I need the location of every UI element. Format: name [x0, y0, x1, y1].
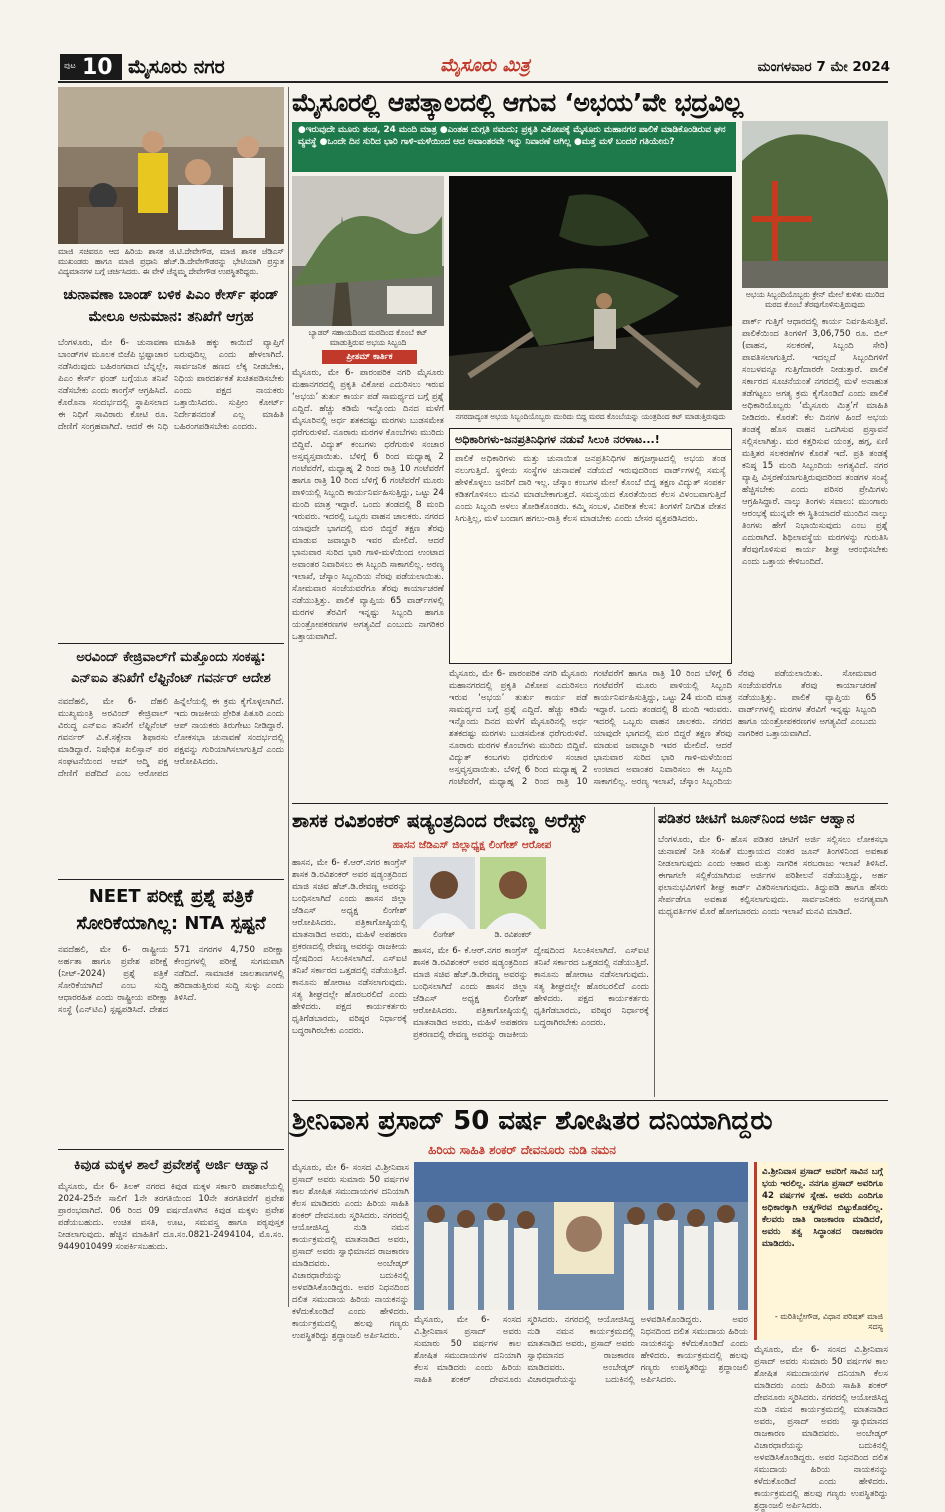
left-top-photo [58, 87, 284, 244]
center-photo-1 [413, 857, 475, 929]
lead-photo-center-caption: ನಗರದಾದ್ಯಂತ ಅಭಯ ಸಿಬ್ಬಂದಿಯೊಬ್ಬರು ಮುರಿದು ಬಿದ್ದ ಮರದ ಕೊಂಬೆಯನ್ನು ಯಂತ್ರದಿಂದ ಕಟ್ ಮಾಡುತ್ತಿರುವುದು [455, 412, 726, 421]
meeting-photo-image [58, 87, 284, 244]
tree-cutting-photo-1 [292, 176, 444, 326]
lead-photo-right [742, 121, 888, 288]
column-rule-center [654, 807, 655, 1097]
page-number: 10 [82, 55, 113, 80]
story4-body: ಮೈಸೂರು, ಮೇ 6- ತಿಲಕ್ ನಗರದ ಕಿವುಡ ಮಕ್ಕಳ ಸರ್ಕಾರಿ ಪಾಠಶಾಲೆಯಲ್ಲಿ 2024-25ನೇ ಸಾಲಿಗೆ 1ನೇ ತರಗತಿಯಿಂದ 10ನೇ ತರಗತಿವರೆಗೆ ಪ್ರವೇಶ ಪ್ರಾರಂಭವಾಗಿದೆ. 06 ರಿಂದ 09 ವರ್ಷದೊಳಗಿನ ಕಿವುಡ ಮಕ್ಕಳು ಪ್ರವೇಶ ಪಡೆಯಬಹುದು. ಉಚಿತ ವಸತಿ, ಊಟ, ಸಮವಸ್ತ್ರ ಹಾಗೂ ಪಠ್ಯಪುಸ್ತಕ ನೀಡಲಾಗುವುದು. ಹೆಚ್ಚಿನ ಮಾಹಿತಿಗೆ ದೂ.ಸಂ.0821-2494104, ಮೊ.ಸಂ. 9449010499 ಸಂಪರ್ಕಿಸಬಹುದು. [58, 1182, 284, 1252]
right-headline: ಪಡಿತರ ಚೀಟಿಗೆ ಜೂನ್‌ನಿಂದ ಅರ್ಜಿ ಆಹ್ವಾನ [658, 811, 855, 827]
story2-body: ನವದೆಹಲಿ, ಮೇ 6- ದೆಹಲಿ ಮುಖ್ಯಮಂತ್ರಿ ಅರವಿಂದ್ ಕೇಜ್ರಿವಾಲ್ ವಿರುದ್ಧ ಎನ್‌ಐಎ ತನಿಖೆಗೆ ಲೆಫ್ಟಿನೆಂಟ್ ಗವರ್ನರ್ ವಿ.ಕೆ.ಸಕ್ಸೇನಾ ಶಿಫಾರಸು ಮಾಡಿದ್ದಾರೆ. ನಿಷೇಧಿತ ಖಲಿಸ್ತಾನ್ ಪರ ಸಂಘಟನೆಯಿಂದ ಆಮ್ ಆದ್ಮಿ ಪಕ್ಷ ದೇಣಿಗೆ ಪಡೆದಿದೆ ಎಂಬ ಆರೋಪದ ಹಿನ್ನೆಲೆಯಲ್ಲಿ ಈ ಕ್ರಮ ಕೈಗೊಳ್ಳಲಾಗಿದೆ. ಇದು ರಾಜಕೀಯ ಪ್ರೇರಿತ ಪಿತೂರಿ ಎಂದು ಆಪ್ ನಾಯಕರು ತಿರುಗೇಟು ನೀಡಿದ್ದಾರೆ. ಲೋಕಸಭಾ ಚುನಾವಣೆ ಸಂದರ್ಭದಲ್ಲಿ ಪಕ್ಷವನ್ನು ಗುರಿಯಾಗಿಸಲಾಗುತ್ತಿದೆ ಎಂದು ಆರೋಪಿಸಿದರು. [58, 697, 284, 779]
bottom-photo [414, 1162, 748, 1310]
bottom-headline: ಶ್ರೀನಿವಾಸ ಪ್ರಸಾದ್ 50 ವರ್ಷ ಶೋಷಿತರ ದನಿಯಾಗಿದ್ದರು [292, 1106, 773, 1136]
center-subhead: ಹಾಸನ ಜೆಡಿಎಸ್ ಜಿಲ್ಲಾಧ್ಯಕ್ಷ ಲಿಂಗೇಶ್ ಆರೋಪ [392, 839, 552, 851]
bottom-rule [292, 1100, 888, 1101]
story1-body: ಬೆಂಗಳೂರು, ಮೇ 6- ಚುನಾವಣಾ ಬಾಂಡ್‌ಗಳ ಮೂಲಕ ಬಿಜೆಪಿ ಭ್ರಷ್ಟಾಚಾರ ನಡೆಸಿರುವುದು ಬಹಿರಂಗವಾದ ಬೆನ್ನಲ್ಲೇ, ಪಿಎಂ ಕೇರ್ಸ್ ಫಂಡ್ ಬಗ್ಗೆಯೂ ತನಿಖೆ ನಡೆಸಬೇಕು ಎಂದು ಕಾಂಗ್ರೆಸ್ ಆಗ್ರಹಿಸಿದೆ. ಕೊರೊನಾ ಸಂದರ್ಭದಲ್ಲಿ ಸ್ಥಾಪಿಸಲಾದ ಈ ನಿಧಿಗೆ ಸಾವಿರಾರು ಕೋಟಿ ರೂ. ದೇಣಿಗೆ ಸಂಗ್ರಹವಾಗಿದೆ. ಆದರೆ ಈ ನಿಧಿ ಮಾಹಿತಿ ಹಕ್ಕು ಕಾಯಿದೆ ವ್ಯಾಪ್ತಿಗೆ ಬರುವುದಿಲ್ಲ ಎಂದು ಹೇಳಲಾಗಿದೆ. ಸಾರ್ವಜನಿಕ ಹಣದ ಲೆಕ್ಕ ನೀಡಬೇಕು, ನಿಧಿಯ ಪಾರದರ್ಶಕತೆ ಖಚಿತಪಡಿಸಬೇಕು ಎಂದು ಪಕ್ಷದ ನಾಯಕರು ಒತ್ತಾಯಿಸಿದರು. ಸುಪ್ರೀಂ ಕೋರ್ಟ್ ನಿರ್ದೇಶನದಂತೆ ಎಲ್ಲ ಮಾಹಿತಿ ಬಹಿರಂಗಪಡಿಸಬೇಕು ಎಂದರು. [58, 338, 284, 432]
bottom-body-3: ಮೈಸೂರು, ಮೇ 6- ಸಂಸದ ವಿ.ಶ್ರೀನಿವಾಸ ಪ್ರಸಾದ್ ಅವರು ಸುಮಾರು 50 ವರ್ಷಗಳ ಕಾಲ ಶೋಷಿತ ಸಮುದಾಯಗಳ ದನಿಯಾಗಿ ಕೆಲಸ ಮಾಡಿದರು ಎಂದು ಹಿರಿಯ ಸಾಹಿತಿ ಶಂಕರ್ ದೇವನೂರು ಸ್ಮರಿಸಿದರು. ನಗರದಲ್ಲಿ ಆಯೋಜಿಸಿದ್ದ ನುಡಿ ನಮನ ಕಾರ್ಯಕ್ರಮದಲ್ಲಿ ಮಾತನಾಡಿದ ಅವರು, ಪ್ರಸಾದ್ ಅವರು ಸ್ವಾಭಿಮಾನದ ರಾಜಕಾರಣ ಮಾಡಿದವರು. ಅಂಬೇಡ್ಕರ್ ವಿಚಾರಧಾರೆಯನ್ನು ಬದುಕಿನಲ್ಲಿ ಅಳವಡಿಸಿಕೊಂಡಿದ್ದರು. ಅವರ ನಿಧನದಿಂದ ದಲಿತ ಸಮುದಾಯ ಹಿರಿಯ ನಾಯಕನನ್ನು ಕಳೆದುಕೊಂಡಿದೆ ಎಂದು ಹೇಳಿದರು. ಕಾರ್ಯಕ್ರಮದಲ್ಲಿ ಹಲವು ಗಣ್ಯರು ಉಪಸ್ಥಿತರಿದ್ದು ಶ್ರದ್ಧಾಂಜಲಿ ಅರ್ಪಿಸಿದರು. [754, 1345, 888, 1511]
lead-subbox [449, 428, 732, 664]
right-body: ಬೆಂಗಳೂರು, ಮೇ 6- ಹೊಸ ಪಡಿತರ ಚೀಟಿಗೆ ಅರ್ಜಿ ಸಲ್ಲಿಸಲು ಲೋಕಸಭಾ ಚುನಾವಣೆ ನೀತಿ ಸಂಹಿತೆ ಮುಕ್ತಾಯದ ನಂತರ ಜೂನ್ ತಿಂಗಳಿನಿಂದ ಅವಕಾಶ ನೀಡಲಾಗುವುದು ಎಂದು ಆಹಾರ ಮತ್ತು ನಾಗರಿಕ ಸರಬರಾಜು ಇಲಾಖೆ ತಿಳಿಸಿದೆ. ಈಗಾಗಲೇ ಸಲ್ಲಿಕೆಯಾಗಿರುವ ಅರ್ಜಿಗಳ ಪರಿಶೀಲನೆ ನಡೆಯುತ್ತಿದ್ದು, ಅರ್ಹ ಫಲಾನುಭವಿಗಳಿಗೆ ಶೀಘ್ರ ಕಾರ್ಡ್ ವಿತರಿಸಲಾಗುವುದು. ತಿದ್ದುಪಡಿ ಹಾಗೂ ಹೆಸರು ಸೇರ್ಪಡೆಗೂ ಅವಕಾಶ ಕಲ್ಪಿಸಲಾಗುವುದು. ಸಾರ್ವಜನಿಕರು ಅನಗತ್ಯವಾಗಿ ಮಧ್ಯವರ್ತಿಗಳ ಮೊರೆ ಹೋಗಬಾರದು ಎಂದು ಇಲಾಖೆ ಮನವಿ ಮಾಡಿದೆ. [658, 835, 888, 917]
column-rule-left [288, 87, 289, 1307]
quote-box [754, 1162, 888, 1340]
story3-headline: NEET ಪರೀಕ್ಷೆ ಪ್ರಶ್ನೆ ಪತ್ರಿಕೆ ಸೋರಿಕೆಯಾಗಿಲ್ಲ: NTA ಸ್ಪಷ್ಟನೆ [76, 886, 266, 934]
lead-headline: ಮೈಸೂರಲ್ಲಿ ಆಪತ್ಕಾಲದಲ್ಲಿ ಆಗುವ ‘ಅಭಯ’ವೇ ಭದ್ರವಿಲ್ಲ [292, 88, 743, 117]
lead-photo-center [449, 176, 732, 410]
masthead [0, 0, 945, 82]
center-photo-1-caption: ಲಿಂಗೇಶ್ [433, 930, 455, 939]
lead-photo-left [292, 176, 444, 326]
quote-text: ವಿ.ಶ್ರೀನಿವಾಸ ಪ್ರಸಾದ್ ಅವರಿಗೆ ಸಾವಿನ ಬಗ್ಗೆ ಭಯ ಇರಲಿಲ್ಲ. ನನಗೂ ಪ್ರಸಾದ್ ಅವರಿಗೂ 42 ವರ್ಷಗಳ ಸ್ನೇಹ. ಅವರು ಎಂದಿಗೂ ಅಧಿಕಾರಕ್ಕಾಗಿ ಆತ್ಮಗೌರವ ಬಿಟ್ಟುಕೊಡಲಿಲ್ಲ. ಕೆಲವರು ಜಾತಿ ರಾಜಕಾರಣ ಮಾಡಿದರೆ, ಅವರು ತತ್ವ ಸಿದ್ಧಾಂತದ ರಾಜಕಾರಣ ಮಾಡಿದರು. [762, 1167, 883, 1249]
lead-body-lower: ಮೈಸೂರು, ಮೇ 6- ಪಾರಂಪರಿಕ ನಗರಿ ಮೈಸೂರು ಮಹಾನಗರದಲ್ಲಿ ಪ್ರಕೃತಿ ವಿಕೋಪ ಎದುರಿಸಲು ಇರುವ ‘ಅಭಯ’ ತುರ್ತು ಕಾರ್ಯ ಪಡೆ ಸಾಮರ್ಥ್ಯದ ಬಗ್ಗೆ ಪ್ರಶ್ನೆ ಎದ್ದಿದೆ. ಹೆಚ್ಚು ಕಡಿಮೆ ಇನ್ನೊಂದು ದಿನದ ಮಳೆಗೆ ಮೈಸೂರಿನಲ್ಲಿ ಅರ್ಧ ಶತಕದಷ್ಟು ಮರಗಳು ಬುಡಸಮೇತ ಧರೆಗುರುಳಿವೆ. ನೂರಾರು ಮರಗಳ ಕೊಂಬೆಗಳು ಮುರಿದು ಬಿದ್ದಿವೆ. ವಿದ್ಯುತ್ ಕಂಬಗಳು ಧರೆಗುರುಳಿ ಸಂಚಾರ ಅಸ್ತವ್ಯಸ್ತವಾಯಿತು. ಬೆಳಿಗ್ಗೆ 6 ರಿಂದ ಮಧ್ಯಾಹ್ನ 2 ಗಂಟೆವರೆಗೆ, ಮಧ್ಯಾಹ್ನ 2 ರಿಂದ ರಾತ್ರಿ 10 ಗಂಟೆವರೆಗೆ ಹಾಗೂ ರಾತ್ರಿ 10 ರಿಂದ ಬೆಳಿಗ್ಗೆ 6 ಗಂಟೆವರೆಗೆ ಮೂರು ಪಾಳಿಯಲ್ಲಿ ಸಿಬ್ಬಂದಿ ಕಾರ್ಯನಿರ್ವಹಿಸುತ್ತಿದ್ದು, ಒಟ್ಟು 24 ಮಂದಿ ಮಾತ್ರ ಇದ್ದಾರೆ. ಒಂದು ತಂಡದಲ್ಲಿ 8 ಮಂದಿ ಇರುವರು. ಇದರಲ್ಲಿ ಒಬ್ಬರು ವಾಹನ ಚಾಲಕರು. ನಗರದ ಯಾವುದೇ ಭಾಗದಲ್ಲಿ ಮರ ಬಿದ್ದರೆ ತಕ್ಷಣ ತೆರವು ಮಾಡುವ ಜವಾಬ್ದಾರಿ ಇವರ ಮೇಲಿದೆ. ಆದರೆ ಭಾನುವಾರ ಸುರಿದ ಭಾರಿ ಗಾಳಿ-ಮಳೆಯಿಂದ ಉಂಟಾದ ಅವಾಂತರ ನಿವಾರಿಸಲು ಈ ಸಿಬ್ಬಂದಿ ಸಾಕಾಗಲಿಲ್ಲ. ಅರಣ್ಯ ಇಲಾಖೆ, ಚೆಸ್ಕಾಂ ಸಿಬ್ಬಂದಿಯ ನೆರವು ಪಡೆಯಲಾಯಿತು. ಸೋಮವಾರ ಸಂಜೆಯವರೆಗೂ ತೆರವು ಕಾರ್ಯಾಚರಣೆ ನಡೆಯುತ್ತಿತ್ತು. ಪಾಲಿಕೆ ವ್ಯಾಪ್ತಿಯ 65 ವಾರ್ಡ್‌ಗಳಲ್ಲಿ ಮರಗಳ ತೆರವಿಗೆ ಇನ್ನಷ್ಟು ಸಿಬ್ಬಂದಿ ಹಾಗೂ ಯಂತ್ರೋಪಕರಣಗಳ ಅಗತ್ಯವಿದೆ ಎಂಬುದು ನಾಗರಿಕರ ಒತ್ತಾಯವಾಗಿದೆ. [449, 669, 877, 787]
page-label: ಪುಟ [64, 61, 76, 70]
lead-bottom-rule [292, 803, 888, 804]
subbox-body: ಪಾಲಿಕೆ ಅಧಿಕಾರಿಗಳು ಮತ್ತು ಚುನಾಯಿತ ಜನಪ್ರತಿನಿಧಿಗಳ ಹಗ್ಗಜಗ್ಗಾಟದಲ್ಲಿ ಅಭಯ ತಂಡ ನಲುಗುತ್ತಿದೆ. ಸ್ಥಳೀಯ ಸಂಸ್ಥೆಗಳ ಚುನಾವಣೆ ನಡೆಯದೆ ಇರುವುದರಿಂದ ವಾರ್ಡ್‌ಗಳಲ್ಲಿ ಸಮಸ್ಯೆ ಹೇಳಿಕೊಳ್ಳಲು ಜನರಿಗೆ ದಾರಿ ಇಲ್ಲ. ಚೆಸ್ಕಾಂ ಕಂಬಗಳ ಮೇಲೆ ಕೊಂಬೆ ಬಿದ್ದ ತಕ್ಷಣ ವಿದ್ಯುತ್ ಸಂಪರ್ಕ ಕಡಿತಗೊಳಿಸಲು ಮನವಿ ಮಾಡಬೇಕಾಗುತ್ತದೆ. ಸಮನ್ವಯದ ಕೊರತೆಯಿಂದ ಕೆಲಸ ವಿಳಂಬವಾಗುತ್ತಿದೆ ಎಂದು ಸಿಬ್ಬಂದಿ ಅಳಲು ತೋಡಿಕೊಂಡರು. ಕಮ್ಮಿ ಸಂಬಳ, ವಿಪರೀತ ಕೆಲಸ: ತಿಂಗಳಿಗೆ ನಿಗದಿತ ವೇತನ ಸಿಗುತ್ತಿಲ್ಲ, ಮಳೆ ಬಂದಾಗ ಹಗಲು-ರಾತ್ರಿ ಕೆಲಸ ಮಾಡಬೇಕು ಎಂದು ಬೇಸರ ವ್ಯಕ್ತಪಡಿಸಿದರು. [455, 454, 726, 524]
ravishankar-portrait [480, 857, 546, 929]
paper-name: ಮೈಸೂರು ಮಿತ್ರ [440, 55, 530, 76]
center-photo-2 [480, 857, 546, 929]
lead-byline [322, 350, 417, 364]
lead-deck-box [292, 122, 736, 172]
tree-cutting-photo-2 [449, 176, 732, 410]
center-body-2: ಹಾಸನ, ಮೇ 6- ಕೆ.ಆರ್.ನಗರ ಕಾಂಗ್ರೆಸ್ ಶಾಸಕ ಡಿ.ರವಿಶಂಕರ್ ಅವರ ಷಡ್ಯಂತ್ರದಿಂದ ಮಾಜಿ ಸಚಿವ ಹೆಚ್.ಡಿ.ರೇವಣ್ಣ ಅವರನ್ನು ಬಂಧಿಸಲಾಗಿದೆ ಎಂದು ಹಾಸನ ಜಿಲ್ಲಾ ಜೆಡಿಎಸ್ ಅಧ್ಯಕ್ಷ ಲಿಂಗೇಶ್ ಆರೋಪಿಸಿದರು. ಪತ್ರಿಕಾಗೋಷ್ಠಿಯಲ್ಲಿ ಮಾತನಾಡಿದ ಅವರು, ಮಹಿಳೆ ಅಪಹರಣ ಪ್ರಕರಣದಲ್ಲಿ ರೇವಣ್ಣ ಅವರನ್ನು ರಾಜಕೀಯ ದ್ವೇಷದಿಂದ ಸಿಲುಕಿಸಲಾಗಿದೆ. ಎಸ್‌ಐಟಿ ತನಿಖೆ ಸರ್ಕಾರದ ಒತ್ತಡದಲ್ಲಿ ನಡೆಯುತ್ತಿದೆ. ಕಾನೂನು ಹೋರಾಟ ನಡೆಸಲಾಗುವುದು. ಸತ್ಯ ಶೀಘ್ರದಲ್ಲೇ ಹೊರಬರಲಿದೆ ಎಂದು ಹೇಳಿದರು. ಪಕ್ಷದ ಕಾರ್ಯಕರ್ತರು ಧೃತಿಗೆಡಬಾರದು, ವರಿಷ್ಠರ ನಿರ್ಧಾರಕ್ಕೆ ಬದ್ಧರಾಗಿರಬೇಕು ಎಂದರು. [413, 946, 649, 1040]
lead-photo-left-caption: ಬ್ಯಾಡರ್‌ ಸಹಾಯದಿಂದ ಮರದಿಂದ ಕೊಂಬೆ ಕಟ್ ಮಾಡುತ್ತಿರುವ ಅಭಯ ಸಿಬ್ಬಂದಿ [308, 328, 428, 347]
bottom-body-2: ಮೈಸೂರು, ಮೇ 6- ಸಂಸದ ವಿ.ಶ್ರೀನಿವಾಸ ಪ್ರಸಾದ್ ಅವರು ಸುಮಾರು 50 ವರ್ಷಗಳ ಕಾಲ ಶೋಷಿತ ಸಮುದಾಯಗಳ ದನಿಯಾಗಿ ಕೆಲಸ ಮಾಡಿದರು ಎಂದು ಹಿರಿಯ ಸಾಹಿತಿ ಶಂಕರ್ ದೇವನೂರು ಸ್ಮರಿಸಿದರು. ನಗರದಲ್ಲಿ ಆಯೋಜಿಸಿದ್ದ ನುಡಿ ನಮನ ಕಾರ್ಯಕ್ರಮದಲ್ಲಿ ಮಾತನಾಡಿದ ಅವರು, ಪ್ರಸಾದ್ ಅವರು ಸ್ವಾಭಿಮಾನದ ರಾಜಕಾರಣ ಮಾಡಿದವರು. ಅಂಬೇಡ್ಕರ್ ವಿಚಾರಧಾರೆಯನ್ನು ಬದುಕಿನಲ್ಲಿ ಅಳವಡಿಸಿಕೊಂಡಿದ್ದರು. ಅವರ ನಿಧನದಿಂದ ದಲಿತ ಸಮುದಾಯ ಹಿರಿಯ ನಾಯಕನನ್ನು ಕಳೆದುಕೊಂಡಿದೆ ಎಂದು ಹೇಳಿದರು. ಕಾರ್ಯಕ್ರಮದಲ್ಲಿ ಹಲವು ಗಣ್ಯರು ಉಪಸ್ಥಿತರಿದ್ದು ಶ್ರದ್ಧಾಂಜಲಿ ಅರ್ಪಿಸಿದರು. [414, 1315, 748, 1385]
center-photo-2-caption: ಡಿ. ರವಿಶಂಕರ್ [494, 930, 532, 939]
story2-headline: ಅರವಿಂದ್ ಕೇಜ್ರಿವಾಲ್‌ಗೆ ಮತ್ತೊಂದು ಸಂಕಷ್ಟ: ಎನ್‌ಐಎ ತನಿಖೆಗೆ ಲೆಫ್ಟಿನೆಂಟ್ ಗವರ್ನರ್ ಆದೇಶ [71, 650, 271, 686]
quote-attribution: - ಮರಿತಿಬ್ಬೇಗೌಡ, ವಿಧಾನ ಪರಿಷತ್ ಮಾಜಿ ಸದಸ್ಯ [774, 1312, 883, 1331]
lead-byline-text: ಪ್ರೀತಮ್ ಕಾರ್ತಿಕ [346, 352, 393, 362]
crane-tree-photo [742, 121, 888, 288]
masthead-rule [58, 81, 888, 83]
section-label: ಮೈಸೂರು ನಗರ [128, 56, 225, 78]
bottom-body-1: ಮೈಸೂರು, ಮೇ 6- ಸಂಸದ ವಿ.ಶ್ರೀನಿವಾಸ ಪ್ರಸಾದ್ ಅವರು ಸುಮಾರು 50 ವರ್ಷಗಳ ಕಾಲ ಶೋಷಿತ ಸಮುದಾಯಗಳ ದನಿಯಾಗಿ ಕೆಲಸ ಮಾಡಿದರು ಎಂದು ಹಿರಿಯ ಸಾಹಿತಿ ಶಂಕರ್ ದೇವನೂರು ಸ್ಮರಿಸಿದರು. ನಗರದಲ್ಲಿ ಆಯೋಜಿಸಿದ್ದ ನುಡಿ ನಮನ ಕಾರ್ಯಕ್ರಮದಲ್ಲಿ ಮಾತನಾಡಿದ ಅವರು, ಪ್ರಸಾದ್ ಅವರು ಸ್ವಾಭಿಮಾನದ ರಾಜಕಾರಣ ಮಾಡಿದವರು. ಅಂಬೇಡ್ಕರ್ ವಿಚಾರಧಾರೆಯನ್ನು ಬದುಕಿನಲ್ಲಿ ಅಳವಡಿಸಿಕೊಂಡಿದ್ದರು. ಅವರ ನಿಧನದಿಂದ ದಲಿತ ಸಮುದಾಯ ಹಿರಿಯ ನಾಯಕನನ್ನು ಕಳೆದುಕೊಂಡಿದೆ ಎಂದು ಹೇಳಿದರು. ಕಾರ್ಯಕ್ರಮದಲ್ಲಿ ಹಲವು ಗಣ್ಯರು ಉಪಸ್ಥಿತರಿದ್ದು ಶ್ರದ್ಧಾಂಜಲಿ ಅರ್ಪಿಸಿದರು. [292, 1163, 409, 1341]
story1-headline: ಚುನಾವಣಾ ಬಾಂಡ್ ಬಳಿಕ ಪಿಎಂ ಕೇರ್ಸ್ ಫಂಡ್ ಮೇಲೂ ಅನುಮಾನ: ತನಿಖೆಗೆ ಆಗ್ರಹ [63, 287, 279, 325]
tribute-event-photo [414, 1162, 748, 1310]
left-top-photo-caption: ಮಾಜಿ ಸಚಿವರೂ ಆದ ಹಿರಿಯ ಶಾಸಕ ಜಿ.ಟಿ.ದೇವೇಗೌಡ, ಮಾಜಿ ಶಾಸಕ ಜೆಡಿಎಸ್ ಮುಖಂಡರು ಹಾಗೂ ಮಾಜಿ ಪ್ರಧಾನಿ ಹೆಚ್.ಡಿ.ದೇವೇಗೌಡರನ್ನು ಭೇಟಿಯಾಗಿ ಪ್ರಸ್ತುತ ವಿದ್ಯಮಾನಗಳ ಬಗ್ಗೆ ಚರ್ಚಿಸಿದರು. ಈ ವೇಳೆ ಚೆನ್ನಮ್ಮ ದೇವೇಗೌಡ ಉಪಸ್ಥಿತರಿದ್ದರು. [58, 247, 284, 276]
bottom-subhead: ಹಿರಿಯ ಸಾಹಿತಿ ಶಂಕರ್ ದೇವನೂರು ನುಡಿ ನಮನ [428, 1143, 616, 1157]
story4-headline: ಕಿವುಡ ಮಕ್ಕಳ ಶಾಲೆ ಪ್ರವೇಶಕ್ಕೆ ಅರ್ಜಿ ಆಹ್ವಾನ [74, 1157, 268, 1173]
lead-body: ಮೈಸೂರು, ಮೇ 6- ಪಾರಂಪರಿಕ ನಗರಿ ಮೈಸೂರು ಮಹಾನಗರದಲ್ಲಿ ಪ್ರಕೃತಿ ವಿಕೋಪ ಎದುರಿಸಲು ಇರುವ ‘ಅಭಯ’ ತುರ್ತು ಕಾರ್ಯ ಪಡೆ ಸಾಮರ್ಥ್ಯದ ಬಗ್ಗೆ ಪ್ರಶ್ನೆ ಎದ್ದಿದೆ. ಹೆಚ್ಚು ಕಡಿಮೆ ಇನ್ನೊಂದು ದಿನದ ಮಳೆಗೆ ಮೈಸೂರಿನಲ್ಲಿ ಅರ್ಧ ಶತಕದಷ್ಟು ಮರಗಳು ಬುಡಸಮೇತ ಧರೆಗುರುಳಿವೆ. ನೂರಾರು ಮರಗಳ ಕೊಂಬೆಗಳು ಮುರಿದು ಬಿದ್ದಿವೆ. ವಿದ್ಯುತ್ ಕಂಬಗಳು ಧರೆಗುರುಳಿ ಸಂಚಾರ ಅಸ್ತವ್ಯಸ್ತವಾಯಿತು. ಬೆಳಿಗ್ಗೆ 6 ರಿಂದ ಮಧ್ಯಾಹ್ನ 2 ಗಂಟೆವರೆಗೆ, ಮಧ್ಯಾಹ್ನ 2 ರಿಂದ ರಾತ್ರಿ 10 ಗಂಟೆವರೆಗೆ ಹಾಗೂ ರಾತ್ರಿ 10 ರಿಂದ ಬೆಳಿಗ್ಗೆ 6 ಗಂಟೆವರೆಗೆ ಮೂರು ಪಾಳಿಯಲ್ಲಿ ಸಿಬ್ಬಂದಿ ಕಾರ್ಯನಿರ್ವಹಿಸುತ್ತಿದ್ದು, ಒಟ್ಟು 24 ಮಂದಿ ಮಾತ್ರ ಇದ್ದಾರೆ. ಒಂದು ತಂಡದಲ್ಲಿ 8 ಮಂದಿ ಇರುವರು. ಇದರಲ್ಲಿ ಒಬ್ಬರು ವಾಹನ ಚಾಲಕರು. ನಗರದ ಯಾವುದೇ ಭಾಗದಲ್ಲಿ ಮರ ಬಿದ್ದರೆ ತಕ್ಷಣ ತೆರವು ಮಾಡುವ ಜವಾಬ್ದಾರಿ ಇವರ ಮೇಲಿದೆ. ಆದರೆ ಭಾನುವಾರ ಸುರಿದ ಭಾರಿ ಗಾಳಿ-ಮಳೆಯಿಂದ ಉಂಟಾದ ಅವಾಂತರ ನಿವಾರಿಸಲು ಈ ಸಿಬ್ಬಂದಿ ಸಾಕಾಗಲಿಲ್ಲ. ಅರಣ್ಯ ಇಲಾಖೆ, ಚೆಸ್ಕಾಂ ಸಿಬ್ಬಂದಿಯ ನೆರವು ಪಡೆಯಲಾಯಿತು. ಸೋಮವಾರ ಸಂಜೆಯವರೆಗೂ ತೆರವು ಕಾರ್ಯಾಚರಣೆ ನಡೆಯುತ್ತಿತ್ತು. ಪಾಲಿಕೆ ವ್ಯಾಪ್ತಿಯ 65 ವಾರ್ಡ್‌ಗಳಲ್ಲಿ ಮರಗಳ ತೆರವಿಗೆ ಇನ್ನಷ್ಟು ಸಿಬ್ಬಂದಿ ಹಾಗೂ ಯಂತ್ರೋಪಕರಣಗಳ ಅಗತ್ಯವಿದೆ ಎಂಬುದು ನಾಗರಿಕರ ಒತ್ತಾಯವಾಗಿದೆ. [292, 368, 444, 642]
story3-body: ನವದೆಹಲಿ, ಮೇ 6- ರಾಷ್ಟ್ರೀಯ ಅರ್ಹತಾ ಹಾಗೂ ಪ್ರವೇಶ ಪರೀಕ್ಷೆ (ನೀಟ್-2024) ಪ್ರಶ್ನೆ ಪತ್ರಿಕೆ ಸೋರಿಕೆಯಾಗಿದೆ ಎಂಬ ಸುದ್ದಿ ಆಧಾರರಹಿತ ಎಂದು ರಾಷ್ಟ್ರೀಯ ಪರೀಕ್ಷಾ ಸಂಸ್ಥೆ (ಎನ್‌ಟಿಎ) ಸ್ಪಷ್ಟಪಡಿಸಿದೆ. ದೇಶದ 571 ನಗರಗಳ 4,750 ಪರೀಕ್ಷಾ ಕೇಂದ್ರಗಳಲ್ಲಿ ಪರೀಕ್ಷೆ ಸುಗಮವಾಗಿ ನಡೆದಿದೆ. ಸಾಮಾಜಿಕ ಜಾಲತಾಣಗಳಲ್ಲಿ ಹರಿದಾಡುತ್ತಿರುವ ಸುದ್ದಿ ಸುಳ್ಳು ಎಂದು ತಿಳಿಸಿದೆ. [58, 945, 284, 1015]
lead-deck: ●ಇರುವುದೇ ಮೂರು ತಂಡ, 24 ಮಂದಿ ಮಾತ್ರ ●ಎಂತಹ ದುಗ್ಗತಿ ನಮದು; ಪ್ರಕೃತಿ ವಿಕೋಪಕ್ಕೆ ಮೈಸೂರು ಮಹಾನಗರ ಪಾಲಿಕೆ ಮಾಡಿಕೊಂಡಿರುವ ಘನ ವ್ಯವಸ್ಥೆ ●ಒಂದೇ ದಿನ ಸುರಿದ ಭಾರಿ ಗಾಳಿ-ಮಳೆಯಿಂದ ಆದ ಅವಾಂತರವೇ ಇನ್ನು ನಿವಾರಣೆ ಆಗಿಲ್ಲ ●ಮತ್ತೆ ಮಳೆ ಬಂದರೆ ಗತಿಯೇನು? [298, 125, 726, 147]
issue-date: ಮಂಗಳವಾರ 7 ಮೇ 2024 [757, 59, 890, 75]
page-number-badge [60, 54, 122, 80]
lead-body-right: ಪಾರ್ಕ್ ಗುತ್ತಿಗೆ ಆಧಾರದಲ್ಲಿ ಕಾರ್ಯ ನಿರ್ವಹಿಸುತ್ತಿವೆ. ಪಾಲಿಕೆಯಿಂದ ತಿಂಗಳಿಗೆ 3,06,750 ರೂ. ಬಿಲ್ (ವಾಹನ, ಸಲಕರಣೆ, ಸಿಬ್ಬಂದಿ ಸೇರಿ) ಪಾವತಿಸಲಾಗುತ್ತಿದೆ. ಇದಲ್ಲದೆ ಸಿಬ್ಬಂದಿಗಳಿಗೆ ಸಂಬಳವನ್ನೂ ಗುತ್ತಿಗೆದಾರರೇ ನೀಡುತ್ತಾರೆ. ಪಾಲಿಕೆ ಸರ್ಕಾರದ ಸೂಚನೆಯಂತೆ ನಗರದಲ್ಲಿ ಮಳೆ ಅನಾಹುತ ತಡೆಗಟ್ಟಲು ಅಗತ್ಯ ಕ್ರಮ ಕೈಗೊಂಡಿದೆ ಎಂದು ಪಾಲಿಕೆ ಅಧಿಕಾರಿಯೊಬ್ಬರು ‘ಮೈಸೂರು ಮಿತ್ರ’ಗೆ ಮಾಹಿತಿ ನೀಡಿದರು. ಕೊರತೆ: ಕೆಲ ದಿನಗಳ ಹಿಂದೆ ಅಭಯ ತಂಡಕ್ಕೆ ಹೊಸ ವಾಹನ ಒದಗಿಸುವ ಪ್ರಸ್ತಾವನೆ ಸಲ್ಲಿಸಲಾಗಿತ್ತು. ಮರ ಕತ್ತರಿಸುವ ಯಂತ್ರ, ಹಗ್ಗ, ಏಣಿ ಮತ್ತಿತರ ಸಲಕರಣೆಗಳ ಕೊರತೆ ಇದೆ. ಪ್ರತಿ ತಂಡಕ್ಕೆ ಕನಿಷ್ಠ 15 ಮಂದಿ ಸಿಬ್ಬಂದಿಯ ಅಗತ್ಯವಿದೆ. ನಗರ ವ್ಯಾಪ್ತಿ ವಿಸ್ತರಣೆಯಾಗುತ್ತಿರುವುದರಿಂದ ತಂಡಗಳ ಸಂಖ್ಯೆ ಹೆಚ್ಚಿಸಬೇಕು ಎಂದು ಪರಿಸರ ಪ್ರೇಮಿಗಳು ಆಗ್ರಹಿಸಿದ್ದಾರೆ. ನಾಲ್ಕು ತಿಂಗಳು ಸವಾಲು: ಮುಂಗಾರು ಆರಂಭಕ್ಕೆ ಮುನ್ನವೇ ಈ ಸ್ಥಿತಿಯಾದರೆ ಮುಂದಿನ ನಾಲ್ಕು ತಿಂಗಳು ಹೇಗೆ ನಿಭಾಯಿಸುವುದು ಎಂಬ ಪ್ರಶ್ನೆ ಎದುರಾಗಿದೆ. ಶಿಥಿಲಾವಸ್ಥೆಯ ಮರಗಳನ್ನು ಗುರುತಿಸಿ ತೆರವುಗೊಳಿಸುವ ಕಾರ್ಯ ಶೀಘ್ರ ಆರಂಭಿಸಬೇಕು ಎಂದು ಒತ್ತಾಯ ಕೇಳಿಬಂದಿದೆ. [742, 317, 888, 567]
left-divider-3 [58, 1149, 284, 1150]
subbox-heading: ಅಧಿಕಾರಿಗಳು-ಜನಪ್ರತಿನಿಧಿಗಳ ನಡುವೆ ಸಿಲುಕಿ ನರಳಾಟ...! [450, 429, 731, 450]
lead-photo-right-caption: ಅಭಯ ಸಿಬ್ಬಂದಿಯೊಬ್ಬರು ಕ್ರೇನ್ ಮೇಲೆ ಕುಳಿತು ಮುರಿದ ಮರದ ಕೊಂಬೆ ತೆರವುಗೊಳಿಸುತ್ತಿರುವುದು [745, 290, 885, 309]
center-body-1: ಹಾಸನ, ಮೇ 6- ಕೆ.ಆರ್.ನಗರ ಕಾಂಗ್ರೆಸ್ ಶಾಸಕ ಡಿ.ರವಿಶಂಕರ್ ಅವರ ಷಡ್ಯಂತ್ರದಿಂದ ಮಾಜಿ ಸಚಿವ ಹೆಚ್.ಡಿ.ರೇವಣ್ಣ ಅವರನ್ನು ಬಂಧಿಸಲಾಗಿದೆ ಎಂದು ಹಾಸನ ಜಿಲ್ಲಾ ಜೆಡಿಎಸ್ ಅಧ್ಯಕ್ಷ ಲಿಂಗೇಶ್ ಆರೋಪಿಸಿದರು. ಪತ್ರಿಕಾಗೋಷ್ಠಿಯಲ್ಲಿ ಮಾತನಾಡಿದ ಅವರು, ಮಹಿಳೆ ಅಪಹರಣ ಪ್ರಕರಣದಲ್ಲಿ ರೇವಣ್ಣ ಅವರನ್ನು ರಾಜಕೀಯ ದ್ವೇಷದಿಂದ ಸಿಲುಕಿಸಲಾಗಿದೆ. ಎಸ್‌ಐಟಿ ತನಿಖೆ ಸರ್ಕಾರದ ಒತ್ತಡದಲ್ಲಿ ನಡೆಯುತ್ತಿದೆ. ಕಾನೂನು ಹೋರಾಟ ನಡೆಸಲಾಗುವುದು. ಸತ್ಯ ಶೀಘ್ರದಲ್ಲೇ ಹೊರಬರಲಿದೆ ಎಂದು ಹೇಳಿದರು. ಪಕ್ಷದ ಕಾರ್ಯಕರ್ತರು ಧೃತಿಗೆಡಬಾರದು, ವರಿಷ್ಠರ ನಿರ್ಧಾರಕ್ಕೆ ಬದ್ಧರಾಗಿರಬೇಕು ಎಂದರು. [292, 858, 407, 1036]
lingesh-portrait [413, 857, 475, 929]
left-divider-1 [58, 643, 284, 644]
left-divider-2 [58, 879, 284, 880]
center-headline: ಶಾಸಕ ರವಿಶಂಕರ್ ಷಡ್ಯಂತ್ರದಿಂದ ರೇವಣ್ಣ ಅರೆಸ್ಟ್ [292, 810, 586, 832]
